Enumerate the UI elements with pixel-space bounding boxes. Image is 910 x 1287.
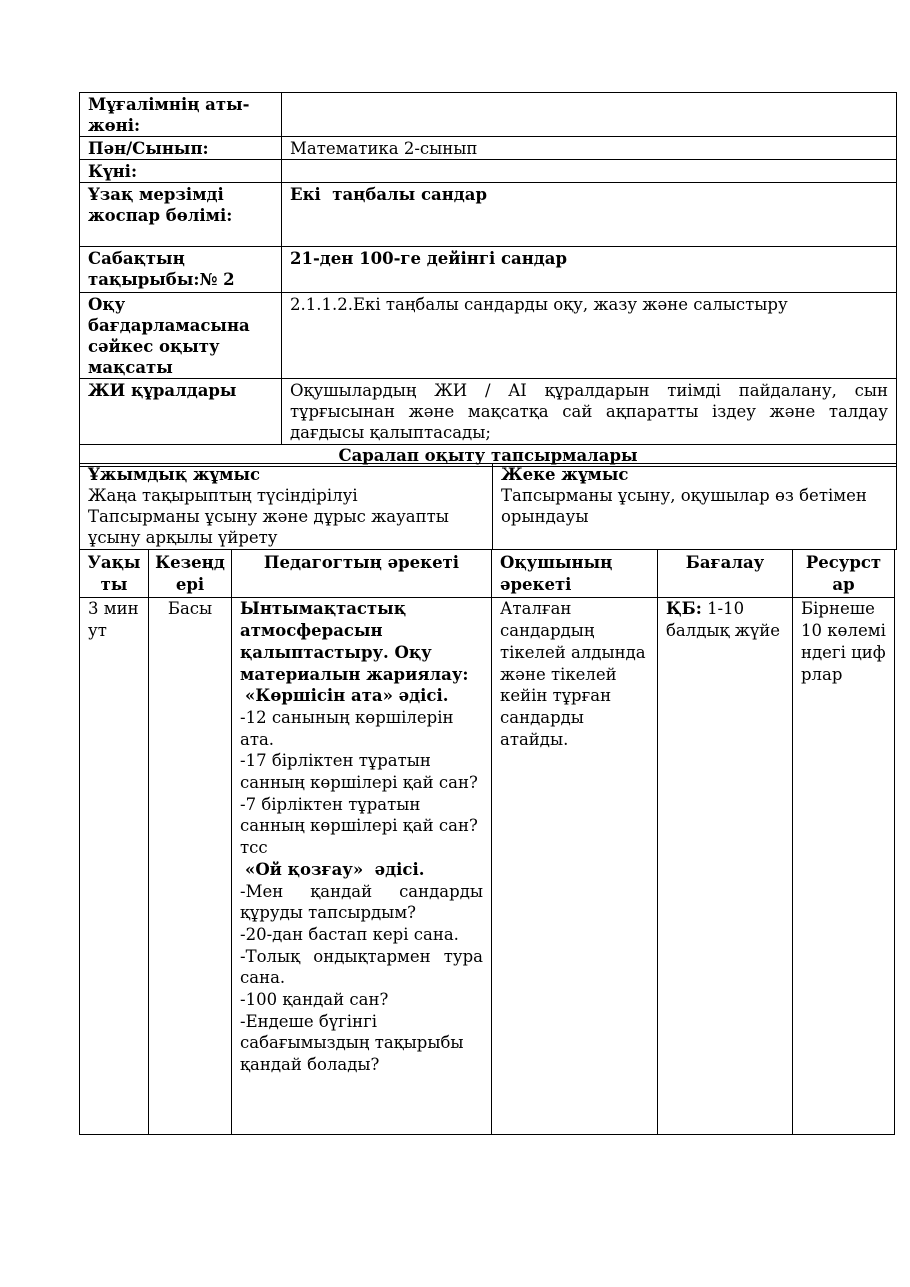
objective-value: 2.1.1.2.Екі таңбалы сандарды оқу, жазу және салыстыру bbox=[282, 293, 897, 379]
stage-cell: Басы bbox=[149, 598, 232, 1135]
individual-work-cell bbox=[493, 464, 897, 550]
resources-cell: Бірнеше 10 көлеміндегі цифрлар bbox=[793, 598, 895, 1135]
group-work-title: Ұжымдық жұмыс bbox=[88, 465, 261, 484]
method-title: «Көршісін ата» әдісі. bbox=[245, 686, 449, 706]
question-line: -17 бірліктен тұратын санның көршілері қай сан? bbox=[240, 751, 478, 793]
header-stage: Кезеңдері bbox=[149, 550, 232, 598]
teacher-label: Мұғалімнің аты-жөні: bbox=[80, 93, 282, 137]
student-action-cell: Аталған сандардың тікелей алдында және тікелей кейін тұрған сандарды атайды. bbox=[492, 598, 658, 1135]
lesson-info-table bbox=[79, 92, 897, 467]
question-line: -Толық ондықтармен тура сана. bbox=[240, 946, 483, 988]
group-work-cell bbox=[80, 464, 493, 550]
header-resources: Ресурстар bbox=[793, 550, 895, 598]
question-line: -Ендеше бүгінгі сабағымыздың тақырыбы қандай болады? bbox=[240, 1011, 464, 1075]
longterm-label: Ұзақ мерзімді жоспар бөлімі: bbox=[80, 183, 282, 247]
date-value bbox=[282, 160, 897, 183]
topic-value: 21-ден 100-ге дейінгі сандар bbox=[282, 247, 897, 293]
header-student-action: Оқушының әрекеті bbox=[492, 550, 658, 598]
group-work-line: Тапсырманы ұсыну және дұрыс жауапты ұсыну арқылы үйрету bbox=[88, 507, 449, 547]
teacher-action-intro: Ынтымақтастық атмосферасын қалыптастыру. Оқу материалын жариялау: bbox=[240, 599, 469, 684]
teacher-action-cell bbox=[232, 598, 492, 1135]
question-line: -7 бірліктен тұратын санның көршілері қай сан? тсс bbox=[240, 794, 478, 858]
time-cell: 3 минут bbox=[80, 598, 149, 1135]
question-line: -100 қандай сан? bbox=[240, 990, 389, 1010]
header-assessment: Бағалау bbox=[658, 550, 793, 598]
assessment-cell bbox=[658, 598, 793, 1135]
subject-label: Пән/Сынып: bbox=[80, 137, 282, 160]
ai-label: ЖИ құралдары bbox=[80, 379, 282, 445]
group-work-line: Жаңа тақырыптың түсіндірілуі bbox=[88, 486, 358, 505]
differentiation-table bbox=[79, 463, 897, 550]
topic-label: Сабақтың тақырыбы:№ 2 bbox=[80, 247, 282, 293]
header-time: Уақыты bbox=[80, 550, 149, 598]
individual-work-title: Жеке жұмыс bbox=[501, 465, 629, 484]
question-line: -12 санының көршілерін ата. bbox=[240, 707, 454, 749]
question-line: -20-дан бастап кері сана. bbox=[240, 924, 459, 944]
objective-label: Оқу бағдарламасына сәйкес оқыту мақсаты bbox=[80, 293, 282, 379]
date-label: Күні: bbox=[80, 160, 282, 183]
assessment-text: 1-10 балдық жүйе bbox=[666, 599, 781, 641]
ai-value: Оқушылардың ЖИ / AI құралдарын тиімді пайдалану, сын тұрғысынан және мақсатқа сай ақпаратты іздеу және талдау дағдысы қалыптасады; bbox=[282, 379, 897, 445]
lesson-plan-table bbox=[79, 549, 895, 1135]
teacher-value bbox=[282, 93, 897, 137]
assessment-code: ҚБ: bbox=[666, 599, 702, 619]
subject-value: Математика 2-сынып bbox=[282, 137, 897, 160]
differentiation-header: Саралап оқыту тапсырмалары bbox=[80, 445, 897, 467]
question-line: -Мен қандай сандарды құруды тапсырдым? bbox=[240, 881, 483, 923]
header-teacher-action: Педагогтың әрекеті bbox=[232, 550, 492, 598]
method-title: «Ой қозғау» әдісі. bbox=[245, 859, 425, 879]
longterm-value: Екі таңбалы сандар bbox=[282, 183, 897, 247]
individual-work-line: Тапсырманы ұсыну, оқушылар өз бетімен орындауы bbox=[501, 486, 867, 526]
